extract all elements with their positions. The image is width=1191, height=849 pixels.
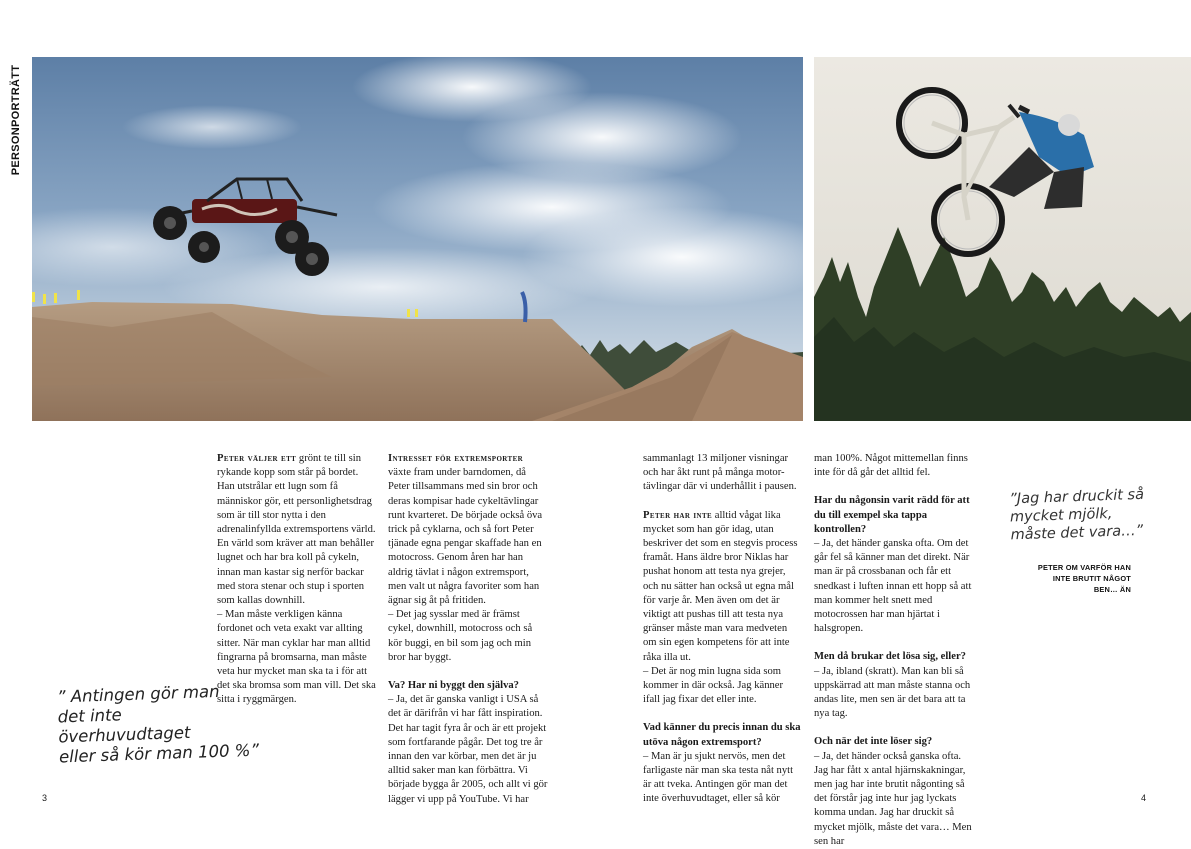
- interview-question: Och när det inte löser sig?: [814, 736, 933, 748]
- quote-line: måste det vara…”: [1010, 522, 1144, 544]
- bmx-jump-photo: [814, 57, 1191, 421]
- paragraph: – Det är nog min lugna sida som kommer in där också. Jag känner ifall jag fixar det eller inte.: [643, 665, 784, 706]
- paragraph: sammanlagt 13 miljoner visningar och har åkt runt på många motor-tävlingar där vi underhållit i pausen.: [643, 453, 797, 493]
- interview-question: Vad känner du precis innan du ska utöva någon extremsport?: [643, 722, 801, 748]
- buggy-jump-photo: [32, 57, 803, 421]
- interview-question: Men då brukar det lösa sig, eller?: [814, 651, 966, 663]
- section-tab: [0, 57, 32, 184]
- paragraph: – Man måste verkligen känna fordonet och veta exakt var allting sitter. När man cyklar har man alltid fingrarna på bromsarna, man måste veta hur mycket man ska ta i för att det ska bromsa som man vill. Det ska sitta i ryggmärgen.: [217, 609, 376, 706]
- quote-line: mycket mjölk,: [1009, 505, 1113, 526]
- lead-in: Peter har inte: [643, 509, 713, 521]
- quote-line: ” Antingen gör man: [56, 681, 220, 707]
- paragraph: – Man är ju sjukt nervös, men det farligaste när man ska testa nåt nytt är att tveka. Antingen gör man det inte överhuvudtaget, eller så kör: [643, 750, 794, 805]
- paragraph: – Ja, det händer också ganska ofta. Jag har fått x antal hjärnskakningar, men jag har inte brutit någonting så det förstår jag inte hur jag lyckats komma undan. Jag har druckit så mycket mjölk, måste det vara… Men sen har: [814, 750, 972, 847]
- quote-line: ”Jag har druckit så: [1009, 486, 1145, 508]
- quote-line: det inte överhuvudtaget: [57, 705, 191, 747]
- article-column-4: [814, 452, 974, 849]
- pull-quote-right: [1009, 486, 1151, 545]
- paragraph: Peter har inte alltid vågat lika mycket som han gör idag, utan beskriver det som en stegvis process framåt. Hans äldre bror Niklas har pushat honom att testa nya grejer, och nu sätter han också ut egna mål för varje år. Men även om det är viktigt att pushas till att testa nya gränser måste man vara medveten om sin egen kompetens för att inte råka illa ut.: [643, 509, 798, 663]
- page-number-right: 4: [1141, 793, 1147, 803]
- paragraph: man 100%. Något mittemellan finns inte för då går det alltid fel.: [814, 453, 968, 479]
- lead-in: Peter väljer ett: [217, 453, 297, 464]
- pull-quote-left: [57, 681, 260, 768]
- lead-in: Intresset för extremsporter: [388, 453, 524, 464]
- article-column-3: [643, 452, 801, 807]
- page-number-left: 3: [42, 793, 48, 803]
- paragraph: Peter väljer ett grönt te till sin rykande kopp som står på bordet. Han utstrålar ett lugn som få människor gör, ett personlighetsdrag som är till stor nytta i den adrenalinfyllda extremsportens värld. En värld som kräver att man behåller lugnet och har bra koll på cykeln, innan man kastar sig nerför backar med stora stenar och stup i sporten som kallas downhill.: [217, 453, 376, 607]
- section-label: PERSONPORTRÄTT: [10, 64, 22, 176]
- paragraph: – Ja, ibland (skratt). Man kan bli så uppskärrad att man måste stanna och andas lite, men sen är det bara att ta nya tag.: [814, 665, 971, 720]
- paragraph: Intresset för extremsporter växte fram under barndomen, då Peter tillsammans med sin bror och deras kompisar hade cykeltävlingar runt kvarteret. De började också öva trick på cyklarna, och så fort Peter tjänade egna pengar skaffade han en motocross. Genom åren har han aldrig tävlat i någon extremsport, men valt ut några favoriter som han ägnar sig åt på fritiden.: [388, 453, 543, 607]
- paragraph: – Ja, det är ganska vanligt i USA så det är därifrån vi har fått inspiration. Det har tagit fyra år och är ett projekt som fortfarande pågår. Det tog tre år innan den var körbar, men det är ju alltid saker man kan förbättra. Vi började bygga år 2005, och allt vi gör lägger vi upp på YouTube. Vi har: [388, 694, 548, 805]
- paragraph: – Ja, det händer ganska ofta. Om det går fel så känner man det direkt. När man är på crossbanan och får ett snedkast i luften innan ett hopp så att man kommer helt snett med motocrossen har man hjärtat i halsgropen.: [814, 538, 972, 635]
- interview-question: Har du någonsin varit rädd för att du till exempel ska tappa kontrollen?: [814, 495, 970, 535]
- article-column-1: [217, 452, 377, 708]
- quote-caption: PETER OM VARFÖR HAN INTE BRUTIT NÅGOT BEN… ÄN: [1037, 563, 1131, 594]
- paragraph: – Det jag sysslar med är främst cykel, downhill, motocross och så kör buggi, en bil som jag och min bror har byggt.: [388, 609, 533, 663]
- article-column-2: [388, 452, 548, 807]
- quote-line: eller så kör man 100 %”: [58, 740, 260, 767]
- interview-question: Va? Har ni byggt den själva?: [388, 680, 519, 692]
